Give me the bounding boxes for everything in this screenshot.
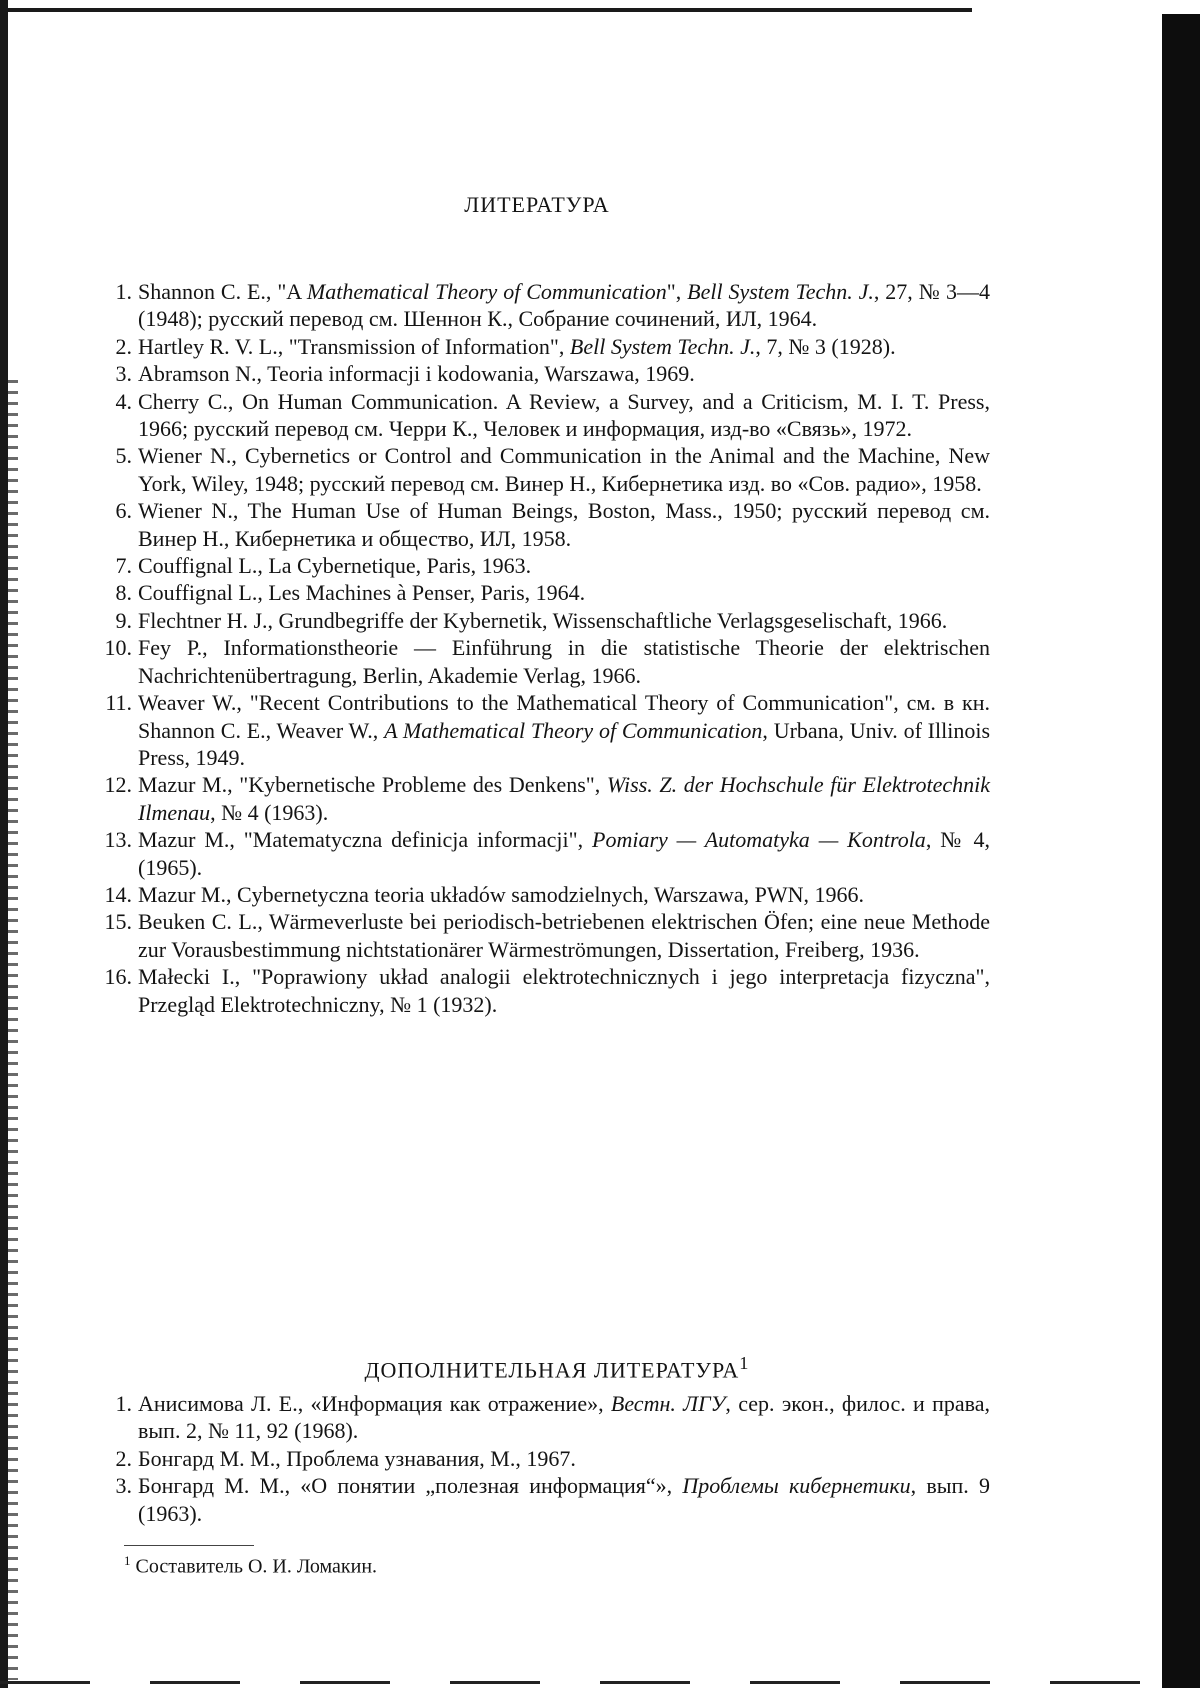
reference-text: Wiener N., The Human Use of Human Beings, Boston, Mass., 1950; русский перевод см. Винер Н., Кибернетика и общество, ИЛ, 1958. (138, 498, 990, 551)
reference-number: 1. (115, 1391, 132, 1416)
additional-references-list (84, 1390, 990, 1527)
footnote (124, 1553, 377, 1579)
reference-number: 11. (105, 690, 132, 716)
reference-number: 14. (104, 881, 132, 907)
reference-item (84, 771, 990, 826)
reference-text: Анисимова Л. Е., «Информация как отражение», Вестн. ЛГУ, сер. экон., филос. и права, вып. 2, № 11, 92 (1968). (138, 1391, 991, 1444)
footnote-number: 1 (124, 1553, 131, 1568)
reference-number: 4. (115, 388, 132, 414)
reference-item (84, 278, 990, 333)
reference-number: 6. (115, 498, 132, 524)
reference-text: Mazur M., Cybernetyczna teoria układów samodzielnych, Warszawa, PWN, 1966. (138, 881, 865, 907)
additional-references-heading (84, 1353, 990, 1383)
reference-item (84, 1445, 990, 1472)
reference-item (84, 1472, 990, 1527)
reference-item (84, 442, 990, 497)
reference-text: Hartley R. V. L., "Transmission of Information", Bell System Techn. J., 7, № 3 (1928). (138, 333, 896, 359)
reference-number: 8. (115, 580, 132, 606)
scan-left-border (0, 0, 8, 1688)
reference-item (84, 963, 990, 1018)
reference-text: Couffignal L., La Cybernetique, Paris, 1963. (138, 553, 532, 579)
reference-number: 3. (115, 1473, 132, 1499)
reference-text: Бонгард М. М., Проблема узнавания, М., 1967. (138, 1445, 576, 1471)
reference-item (84, 497, 990, 552)
references-list (84, 278, 990, 1018)
reference-number: 10. (104, 635, 132, 661)
reference-item (84, 333, 990, 360)
additional-references-title: ДОПОЛНИТЕЛЬНАЯ ЛИТЕРАТУРА (364, 1357, 740, 1383)
reference-item (84, 552, 990, 579)
reference-item (84, 689, 990, 771)
document-page (84, 0, 990, 1688)
reference-item (84, 826, 990, 881)
reference-number: 9. (115, 607, 132, 633)
reference-number: 3. (115, 361, 132, 387)
reference-item (84, 1390, 990, 1445)
reference-text: Wiener N., Cybernetics or Control and Communication in the Animal and the Machine, New York, Wiley, 1948; русский перевод см. Винер Н., Кибернетика изд. во «Сов. радио», 1958. (138, 443, 990, 496)
reference-number: 2. (115, 333, 132, 359)
scan-left-noise (8, 380, 18, 1680)
reference-item (84, 388, 990, 443)
reference-text: Бонгард М. М., «О понятии „полезная информация“», Проблемы кибернетики, вып. 9 (1963). (138, 1473, 990, 1526)
reference-item (84, 360, 990, 387)
reference-text: Fey P., Informationstheorie — Einführung in die statistische Theorie der elektrischen Nachrichtenübertragung, Berlin, Akademie Verlag, 1966. (138, 635, 990, 688)
reference-text: Weaver W., "Recent Contributions to the Mathematical Theory of Communication", см. в кн. Shannon C. E., Weaver W., A Mathematical Theory of Communication, Urbana, Univ. of Illinois Press, 1949. (138, 690, 991, 770)
reference-number: 12. (104, 772, 132, 798)
reference-number: 1. (115, 279, 132, 304)
reference-item (84, 881, 990, 908)
reference-text: Shannon C. E., "A Mathematical Theory of Communication", Bell System Techn. J., 27, № 3—4 (1948); русский перевод см. Шеннон К., Собрание сочинений, ИЛ, 1964. (138, 279, 990, 332)
reference-text: Cherry C., On Human Communication. A Review, a Survey, and a Criticism, M. I. T. Press, 1966; русский перевод см. Черри К., Человек и информация, изд-во «Связь», 1972. (138, 388, 990, 442)
reference-number: 5. (115, 443, 132, 469)
footnote-marker: 1 (739, 1353, 750, 1373)
references-heading: ЛИТЕРАТУРА (464, 192, 610, 217)
reference-number: 2. (115, 1445, 132, 1471)
reference-item (84, 607, 990, 634)
reference-item (84, 634, 990, 689)
reference-text: Beuken C. L., Wärmeverluste bei periodisch-betriebenen elektrischen Öfen; eine neue Methode zur Vorausbestimmung nichtstationärer Wärmeströmungen, Dissertation, Freiberg, 1936. (138, 909, 990, 962)
reference-text: Flechtner H. J., Grundbegriffe der Kybernetik, Wissenschaftliche Verlagsgeselischaft, 1966. (138, 607, 948, 633)
footnote-text: Составитель О. И. Ломакин. (135, 1555, 378, 1578)
reference-number: 15. (104, 909, 132, 935)
reference-item (84, 908, 990, 963)
footnote-divider (124, 1545, 254, 1546)
reference-item (84, 579, 990, 606)
reference-text: Mazur M., "Kybernetische Probleme des Denkens", Wiss. Z. der Hochschule für Elektrotechnik Ilmenau, № 4 (1963). (138, 772, 990, 825)
reference-text: Mazur M., "Matematyczna definicja informacji", Pomiary — Automatyka — Kontrola, № 4, (1965). (138, 827, 990, 880)
reference-number: 13. (104, 827, 132, 853)
scan-right-border (1162, 14, 1200, 1688)
reference-number: 7. (115, 553, 132, 579)
reference-text: Abramson N., Teoria informacji i kodowania, Warszawa, 1969. (138, 361, 695, 387)
reference-text: Małecki I., "Poprawiony układ analogii elektrotechnicznych i jego interpretacja fizyczna", Przegląd Elektrotechniczny, № 1 (1932). (138, 964, 990, 1017)
reference-number: 16. (104, 964, 132, 990)
reference-text: Couffignal L., Les Machines à Penser, Paris, 1964. (138, 580, 586, 606)
